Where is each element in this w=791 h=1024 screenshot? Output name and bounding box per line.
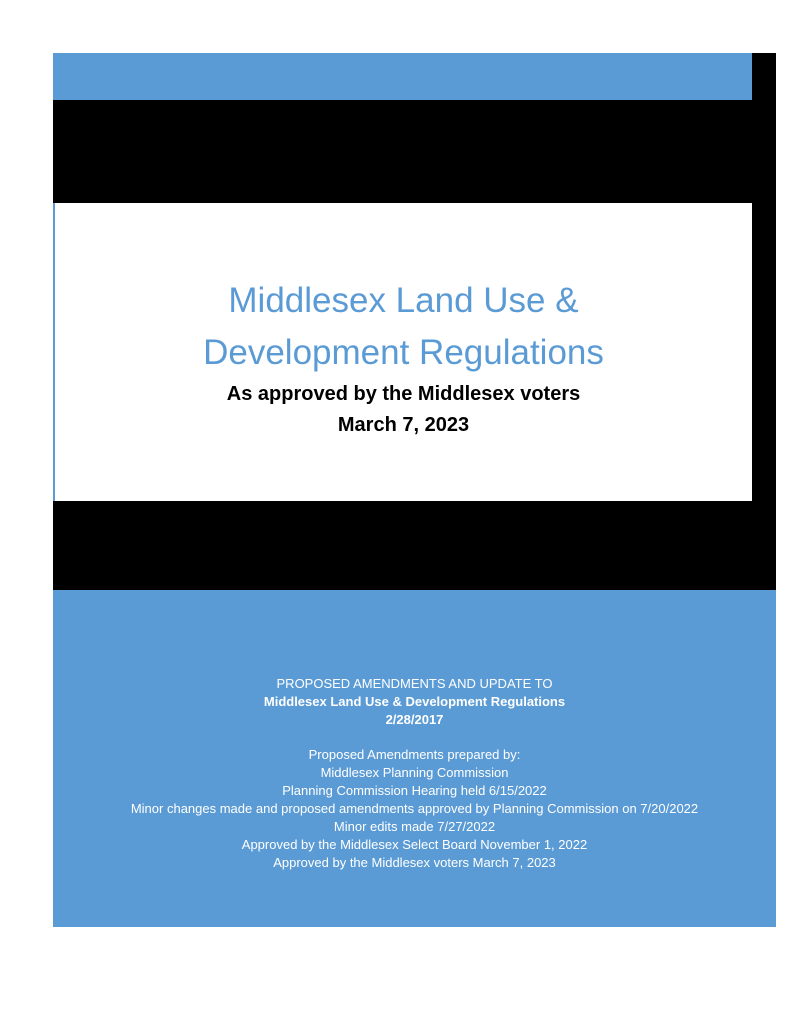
info-line: Minor edits made 7/27/2022 <box>333 819 496 834</box>
info-line: Minor changes made and proposed amendments approved by Planning Commission on 7/20/2022 <box>130 801 699 816</box>
title-box <box>55 203 752 501</box>
title-block <box>55 275 752 441</box>
document-title-line-2: Development Regulations <box>203 333 604 372</box>
info-line: Approved by the Middlesex voters March 7, 2023 <box>273 855 556 870</box>
info-line: Approved by the Middlesex Select Board November 1, 2022 <box>241 837 588 852</box>
info-line: Proposed Amendments prepared by: <box>308 747 521 762</box>
spacer <box>53 729 776 746</box>
amendment-info <box>53 675 776 872</box>
approval-date: March 7, 2023 <box>337 414 470 436</box>
info-line: Planning Commission Hearing held 6/15/2022 <box>282 783 547 798</box>
info-line: Middlesex Planning Commission <box>320 765 509 780</box>
amendment-heading: PROPOSED AMENDMENTS AND UPDATE TO <box>276 676 553 691</box>
regulation-date: 2/28/2017 <box>385 712 444 727</box>
top-black-band <box>53 100 776 203</box>
bottom-black-band <box>53 501 776 590</box>
approval-subtitle: As approved by the Middlesex voters <box>226 383 581 405</box>
regulation-name: Middlesex Land Use & Development Regulations <box>263 694 566 709</box>
document-title-line-1: Middlesex Land Use & <box>228 281 579 320</box>
